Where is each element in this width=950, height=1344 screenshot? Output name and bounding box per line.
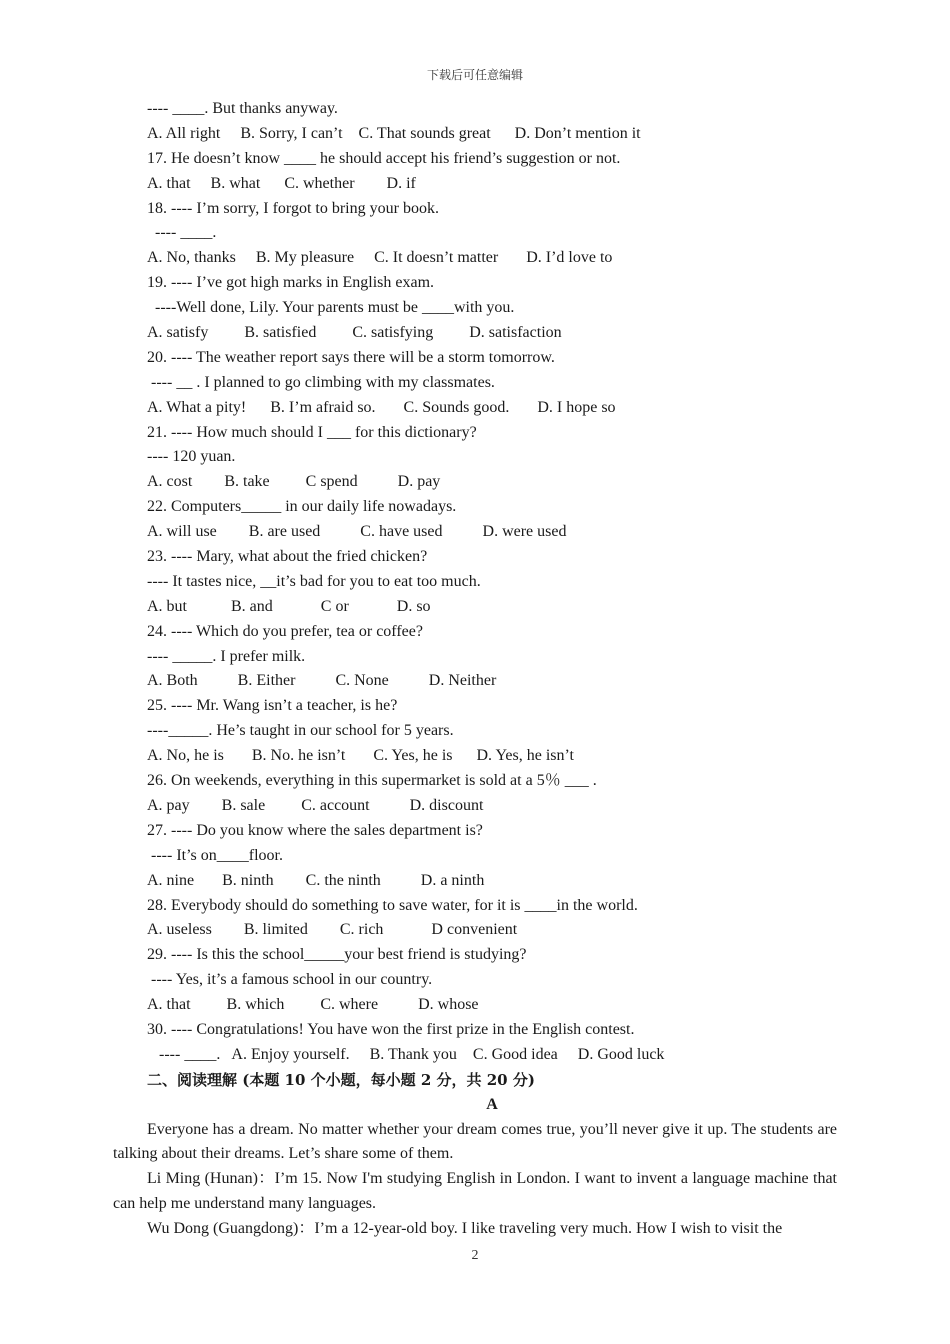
question-line: 25. ---- Mr. Wang isn’t a teacher, is he? (147, 697, 398, 715)
options-line: A. pay B. sale C. account D. discount (147, 796, 484, 814)
question-line: ---- _____. I prefer milk. (147, 647, 306, 665)
question-line: ---- Yes, it’s a famous school in our country. (147, 971, 433, 989)
page-header: 下载后可任意编辑 (426, 68, 523, 82)
question-line: 26. On weekends, everything in this supermarket is sold at a 5％ ___ . (147, 772, 597, 790)
passage-letter: A (486, 1095, 498, 1113)
question-line: 21. ---- How much should I ___ for this dictionary? (147, 423, 477, 441)
options-line: A. No, thanks B. My pleasure C. It doesn’t matter D. I’d love to (147, 249, 613, 267)
options-line: A. Both B. Either C. None D. Neither (147, 672, 497, 690)
options-line: A. satisfy B. satisfied C. satisfying D. satisfaction (147, 324, 562, 342)
options-line: A. that B. what C. whether D. if (147, 174, 416, 192)
question-line: 28. Everybody should do something to save water, for it is ____in the world. (147, 896, 638, 914)
options-line: A. cost B. take C spend D. pay (147, 473, 441, 491)
options-line: A. useless B. limited C. rich D convenient (147, 921, 518, 939)
question-list (147, 97, 837, 1068)
page-number: 2 (471, 1248, 479, 1263)
section-title: 二、阅读理解 (本题 10 个小题，每小题 2 分，共 20 分) (147, 1070, 535, 1089)
question-line: 22. Computers_____ in our daily life nowadays. (147, 498, 457, 516)
options-line: A. that B. which C. where D. whose (147, 996, 479, 1014)
question-line: ---- ____. But thanks anyway. (147, 100, 338, 117)
options-line: A. nine B. ninth C. the ninth D. a ninth (147, 871, 485, 889)
question-line: 27. ---- Do you know where the sales department is? (147, 821, 483, 839)
document-body (113, 97, 837, 1242)
passage-paragraph: Everyone has a dream. No matter whether your dream comes true, you’ll never give it up. The students are talking about their dreams. Let’s share some of them. (113, 1120, 837, 1163)
passage-paragraph: Wu Dong (Guangdong)：I’m a 12-year-old boy. I like traveling very much. How I wish to visit the (147, 1220, 783, 1238)
question-line: ---- It tastes nice, __it’s bad for you to eat too much. (147, 572, 481, 590)
question-line: ----_____. He’s taught in our school for 5 years. (147, 722, 454, 740)
question-line: 24. ---- Which do you prefer, tea or coffee? (147, 622, 423, 640)
question-line: 17. He doesn’t know ____ he should accept his friend’s suggestion or not. (147, 149, 621, 167)
question-line: ---- __ . I planned to go climbing with my classmates. (147, 373, 495, 391)
question-line: 20. ---- The weather report says there will be a storm tomorrow. (147, 348, 555, 366)
question-line: 29. ---- Is this the school_____your best friend is studying? (147, 946, 527, 964)
question-line: ---- It’s on____floor. (147, 846, 283, 864)
options-line: A. What a pity! B. I’m afraid so. C. Sounds good. D. I hope so (147, 398, 616, 416)
question-line: 19. ---- I’ve got high marks in English exam. (147, 274, 435, 292)
options-line: A. No, he is B. No. he isn’t C. Yes, he is D. Yes, he isn’t (147, 747, 574, 765)
question-line: ----Well done, Lily. Your parents must be ____with you. (147, 299, 515, 317)
reading-passage (113, 1118, 837, 1243)
options-line: A. will use B. are used C. have used D. were used (147, 523, 567, 541)
options-line: ---- ____. A. Enjoy yourself. B. Thank you C. Good idea D. Good luck (147, 1045, 665, 1063)
options-line: A. but B. and C or D. so (147, 597, 431, 615)
question-line: 18. ---- I’m sorry, I forgot to bring your book. (147, 199, 439, 217)
question-line: ---- 120 yuan. (147, 448, 236, 466)
question-line: ---- ____. (147, 224, 217, 242)
options-line: A. All right B. Sorry, I can’t C. That sounds great D. Don’t mention it (147, 124, 641, 142)
passage-paragraph: Li Ming (Hunan)：I’m 15. Now I'm studying English in London. I want to invent a language machine that can help me understand many languages. (113, 1170, 837, 1213)
question-line: 23. ---- Mary, what about the fried chicken? (147, 548, 428, 566)
question-line: 30. ---- Congratulations! You have won the first prize in the English contest. (147, 1020, 635, 1038)
